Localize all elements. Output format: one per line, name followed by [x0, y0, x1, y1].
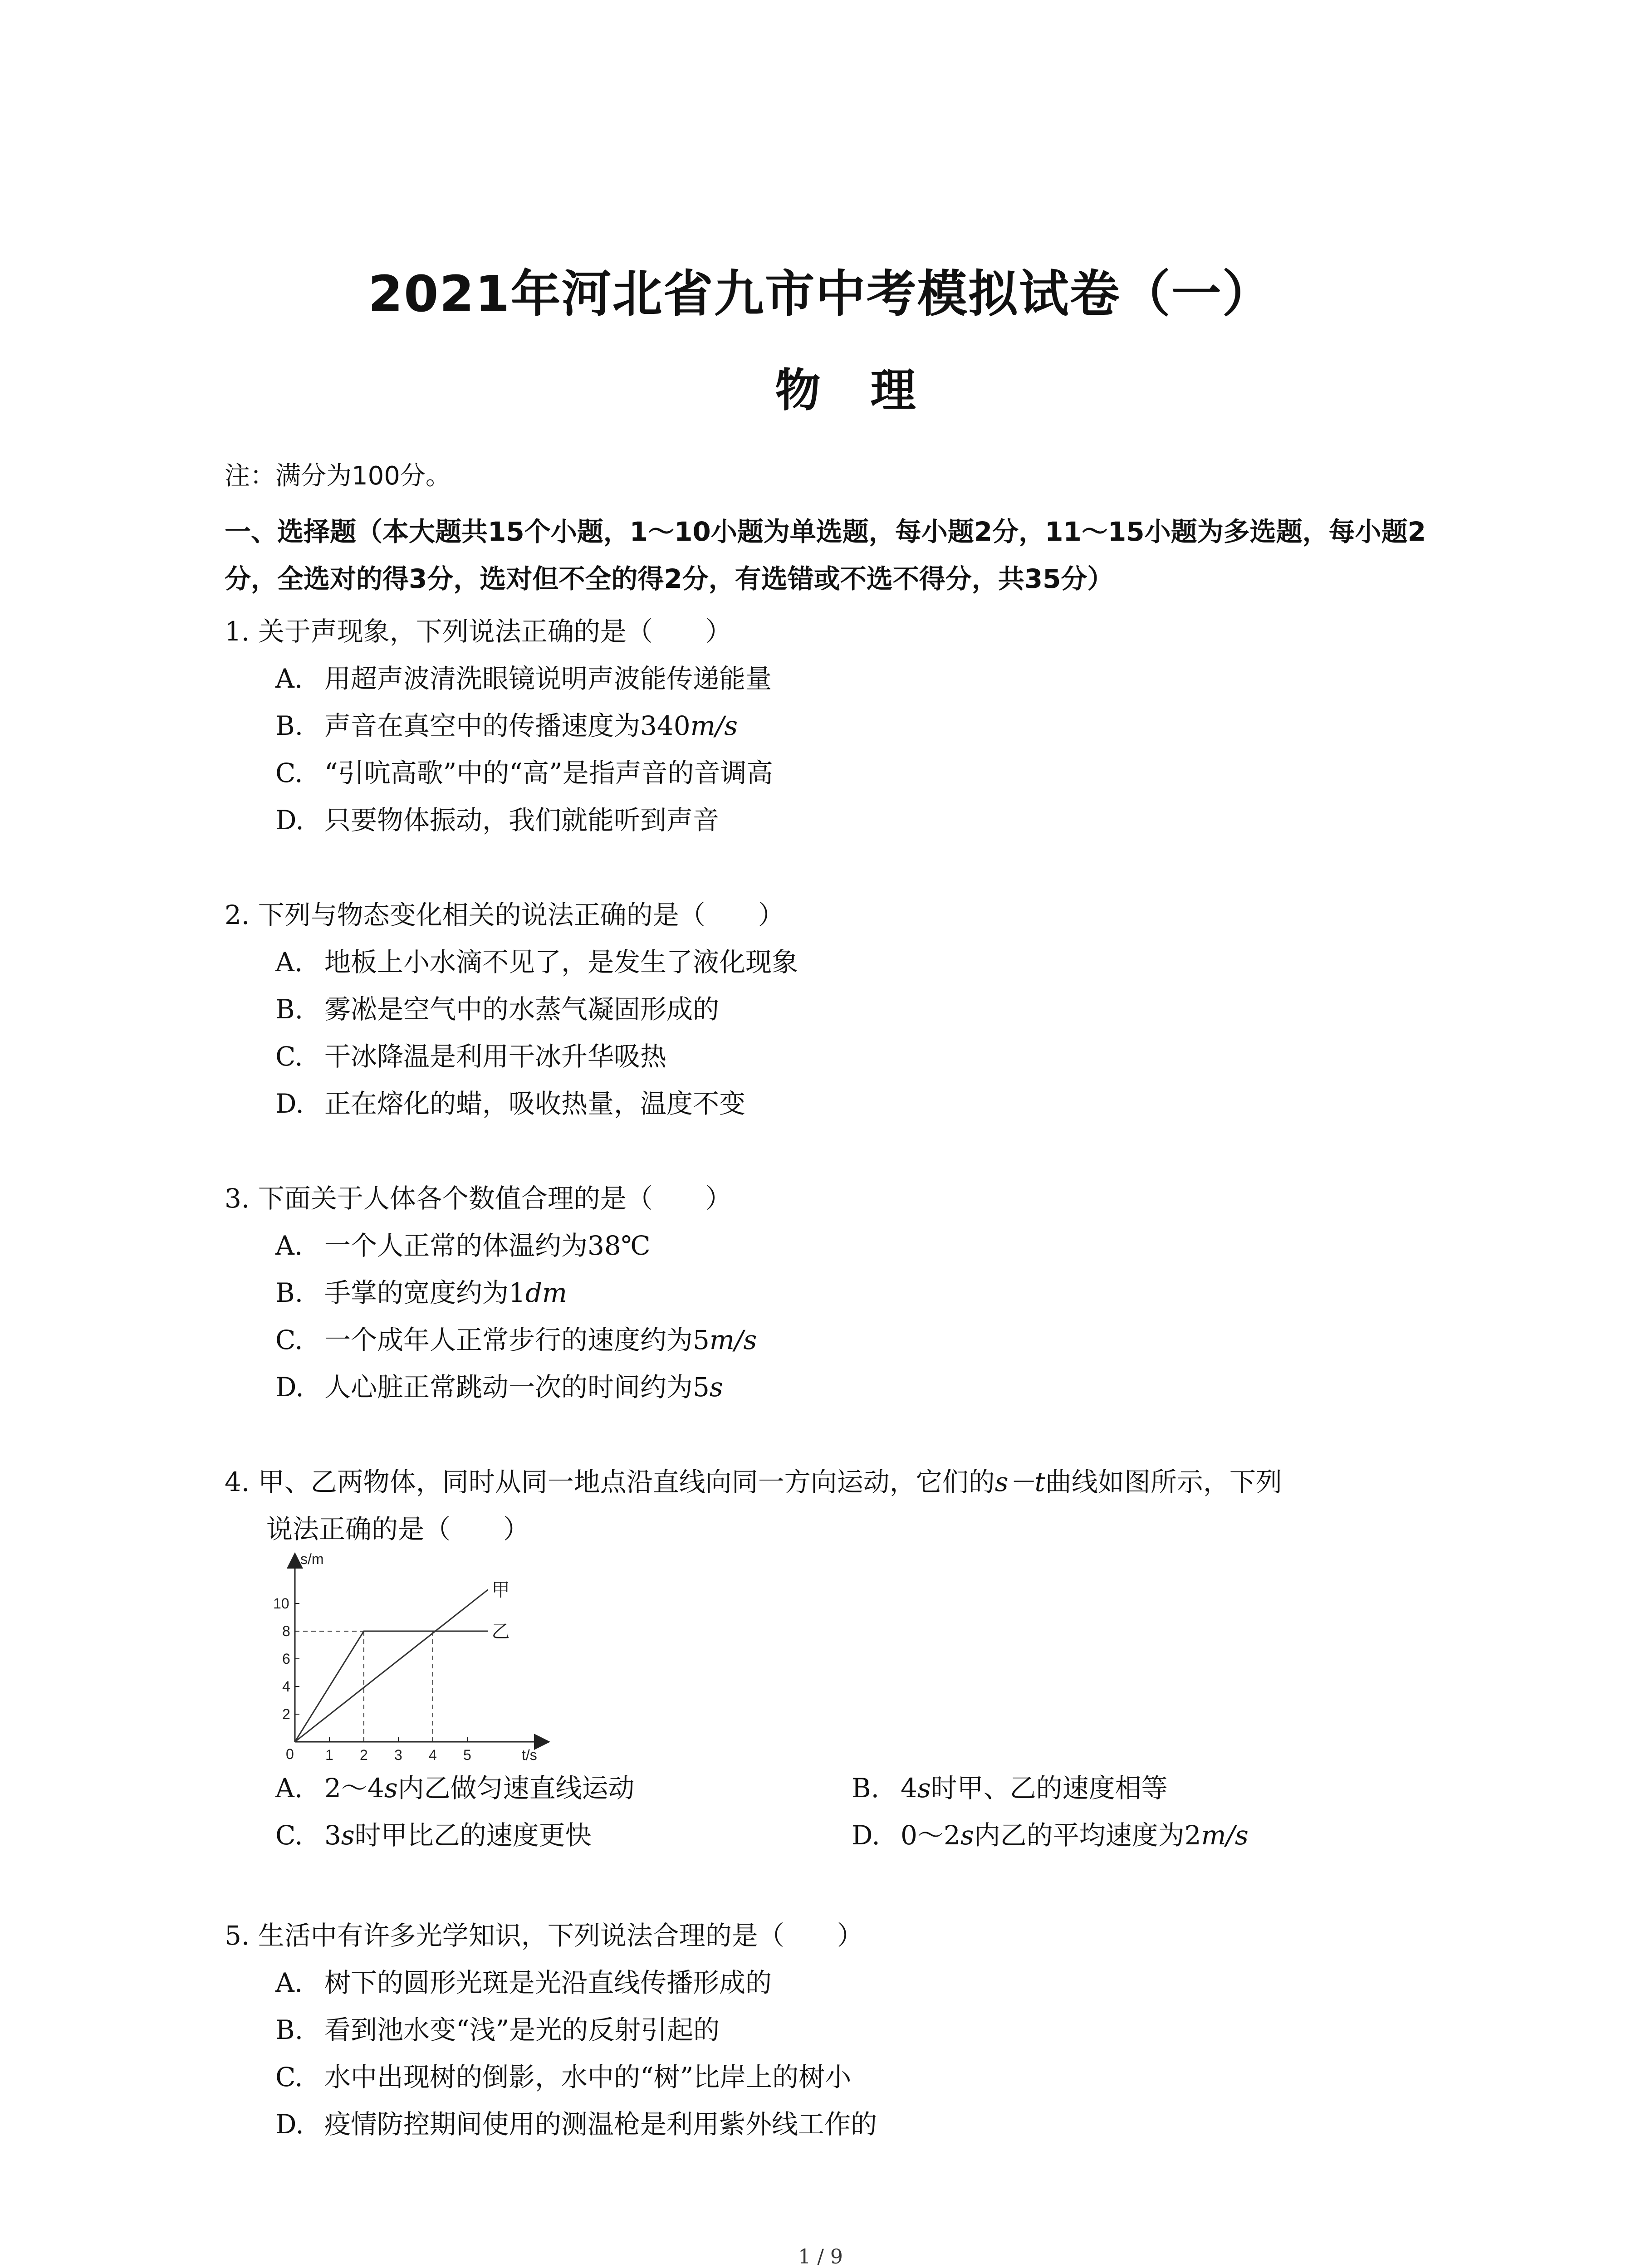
option-c: C. 3s时甲比乙的速度更快 — [275, 1820, 592, 1851]
option-d: D. 正在熔化的蜡，吸收热量，温度不变 — [275, 1088, 746, 1119]
y-tick-label: 10 — [273, 1595, 289, 1612]
series-label-2: 乙 — [491, 1622, 510, 1642]
option-d: D. 0～2s内乙的平均速度为2m/s — [852, 1820, 1249, 1851]
question-number: 1. — [225, 616, 250, 647]
option-a: A. 地板上小水滴不见了，是发生了液化现象 — [275, 947, 798, 978]
page-title: 2021年河北省九市中考模拟试卷（一） — [368, 265, 1273, 323]
option-b: B. 看到池水变“浅”是光的反射引起的 — [275, 2014, 720, 2045]
question-2 — [225, 891, 798, 1127]
page-number: 1 / 9 — [798, 2245, 843, 2268]
option-a: A. 树下的圆形光斑是光沿直线传播形成的 — [275, 1967, 772, 1998]
question-stem: 生活中有许多光学知识，下列说法合理的是（ ） — [258, 1920, 863, 1951]
question-stem-line2: 说法正确的是（ ） — [266, 1514, 530, 1545]
question-stem: 下面关于人体各个数值合理的是（ ） — [258, 1183, 732, 1214]
series-lines — [295, 1580, 510, 1742]
x-tick-label: 2 — [360, 1747, 368, 1763]
score-note: 注：满分为100分。 — [225, 461, 451, 491]
option-b: B. 4s时甲、乙的速度相等 — [852, 1773, 1168, 1804]
option-c: C. 水中出现树的倒影，水中的“树”比岸上的树小 — [275, 2062, 852, 2092]
option-d: D. 人心脏正常跳动一次的时间约为5s — [275, 1372, 723, 1403]
st-graph — [268, 1551, 558, 1769]
x-tick-label: 5 — [463, 1747, 471, 1763]
option-b: B. 手掌的宽度约为1dm — [275, 1277, 568, 1308]
question-1 — [225, 608, 773, 844]
question-stem: 关于声现象，下列说法正确的是（ ） — [258, 616, 732, 647]
x-tick-label: 1 — [325, 1747, 333, 1763]
option-c: C. 干冰降温是利用干冰升华吸热 — [275, 1041, 667, 1072]
question-4-options — [225, 1765, 1428, 1859]
question-number: 2. — [225, 899, 250, 930]
subject-title: 物理 — [775, 364, 966, 417]
question-number: 3. — [225, 1183, 250, 1214]
y-tick-label: 2 — [282, 1706, 290, 1722]
series-label-1: 甲 — [491, 1580, 510, 1600]
option-a: A. 一个人正常的体温约为38℃ — [275, 1230, 651, 1261]
question-5 — [225, 1912, 877, 2148]
origin-label: 0 — [286, 1746, 294, 1762]
option-a: A. 2～4s内乙做匀速直线运动 — [275, 1773, 635, 1804]
x-tick-label: 4 — [429, 1747, 437, 1763]
option-d: D. 只要物体振动，我们就能听到声音 — [275, 805, 720, 836]
x-axis-label: t/s — [522, 1747, 537, 1763]
option-b: B. 声音在真空中的传播速度为340m/s — [275, 710, 738, 741]
series-line-2 — [295, 1631, 488, 1742]
question-number: 5. — [225, 1920, 250, 1951]
question-stem: 下列与物态变化相关的说法正确的是（ ） — [258, 899, 784, 930]
series-line-1 — [295, 1590, 488, 1742]
option-c: C. 一个成年人正常步行的速度约为5m/s — [275, 1325, 757, 1355]
question-4: 4. 甲、乙两物体，同时从同一地点沿直线向同一方向运动，它们的s－t曲线如图所示，下列 说法正确的是（ ） — [225, 1458, 1282, 1553]
option-d: D. 疫情防控期间使用的测温枪是利用紫外线工作的 — [275, 2109, 877, 2140]
option-a: A. 用超声波清洗眼镜说明声波能传递能量 — [275, 663, 772, 694]
axis-ticks — [273, 1595, 471, 1763]
option-b: B. 雾凇是空气中的水蒸气凝固形成的 — [275, 994, 720, 1025]
y-tick-label: 8 — [282, 1623, 290, 1639]
question-3 — [225, 1175, 757, 1411]
y-tick-label: 6 — [282, 1651, 290, 1667]
question-number: 4. — [225, 1466, 250, 1497]
x-tick-label: 3 — [394, 1747, 402, 1763]
y-axis-label: s/m — [300, 1551, 324, 1567]
option-c: C. “引吭高歌”中的“高”是指声音的音调高 — [275, 758, 773, 788]
y-tick-label: 4 — [282, 1678, 290, 1695]
section-heading: 一、选择题（本大题共15个小题，1～10小题为单选题，每小题2分，11～15小题为多选题，每小题2分，全选对的得3分，选对但不全的得2分，有选错或不选不得分，共35分） — [225, 516, 1426, 594]
